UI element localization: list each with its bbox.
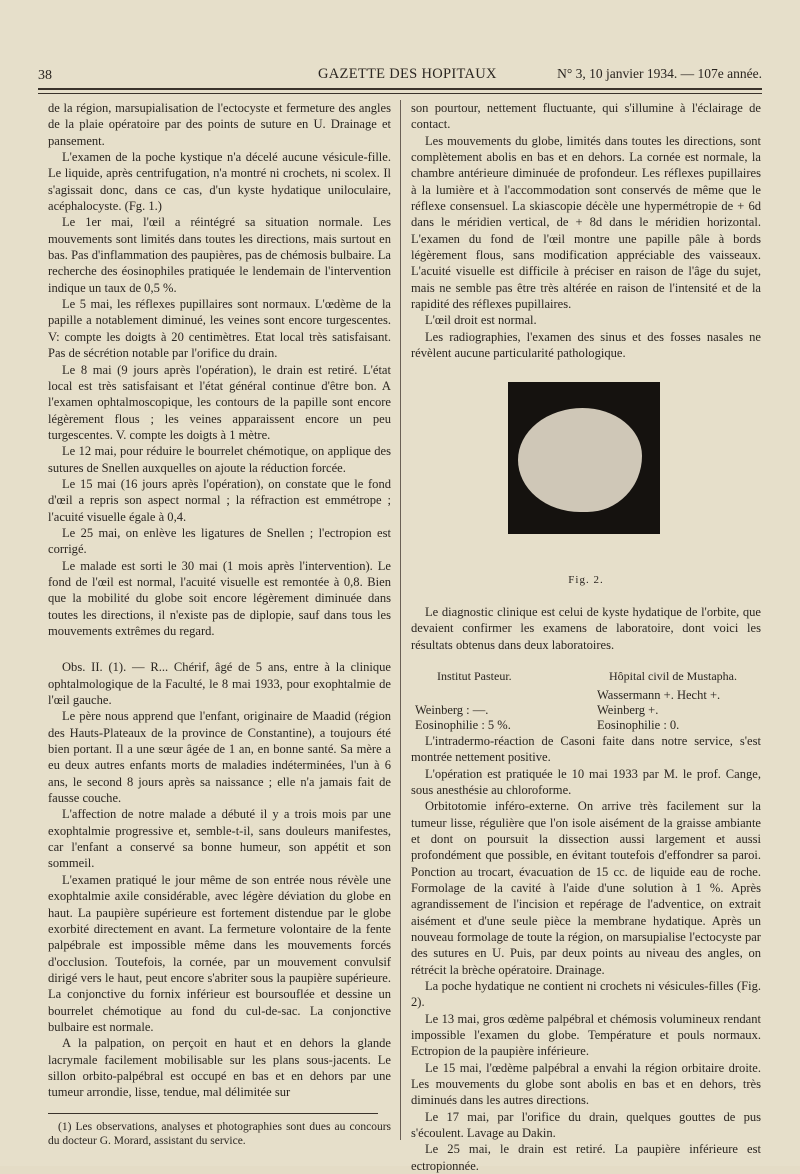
paragraph: La poche hydatique ne contient ni crochets ni vésicules-filles (Fig. 2).	[411, 979, 761, 1010]
header-rule-thin	[38, 93, 762, 94]
paragraph: Orbitotomie inféro-externe. On arrive très facilement sur la tumeur lisse, régulière que l'on isole aisément de la graisse ambiante et dont on poursuit la dissection aussi largement et aussi profondément que possible, en évitant toutefois d'effondrer sa paroi. Ponction au trocart, évacuation de 15 cc. de liquide eau de roche. Formolage de la cavité à l'aide d'une solution à 1 %. Après agrandissement de l'incision et repérage de l'adventice, on extrait aisément et d'une seule pièce la membrane hydatique. Après un nouveau formolage de toute la région, on marsupialise l'ectocyste par des sutures en U. Puis, par deux points au niveau des angles, on rétrécit la brèche opératoire. Drainage.	[411, 799, 761, 977]
paragraph: L'œil droit est normal.	[425, 313, 537, 328]
paragraph: Le 25 mai, on enlève les ligatures de Snellen ; l'ectropion est corrigé.	[48, 525, 391, 557]
lab-results-table	[411, 669, 761, 733]
footnote: (1) Les observations, analyses et photographies sont dues au concours du docteur G. Morard, assistant du service.	[48, 1120, 391, 1147]
lab-line: Eosinophilie : 0.	[597, 717, 680, 732]
lab-column-pasteur	[415, 669, 575, 733]
paragraph: Le 8 mai (9 jours après l'opération), le drain est retiré. L'état local est très satisfaisant et l'état général continue d'être bon. A l'examen ophtalmoscopique, les contours de la papille sont encore légèrement flous ; les veines apparaissent encore un peu turgescentes. V. compte les doigts à 1 mètre.	[48, 362, 391, 442]
paragraph: Le 5 mai, les réflexes pupillaires sont normaux. L'œdème de la papille a notablement diminué, les veines sont encore turgescentes. V: compte les doigts à 20 centimètres. Etat local très satisfaisant. Pas de sécrétion notable par l'orifice du drain.	[48, 297, 391, 361]
paragraph: L'affection de notre malade a débuté il y a trois mois par une exophtalmie progressive et, semble-t-il, sans douleurs manifestes, car l'enfant a conservé sa bonne humeur, son appétit et son sommeil.	[48, 807, 391, 871]
right-column	[411, 100, 761, 1174]
lab-title: Hôpital civil de Mustapha.	[609, 668, 737, 683]
lab-column-mustapha	[597, 669, 767, 733]
hydatid-membrane-image	[518, 408, 642, 512]
section-gap	[48, 639, 391, 649]
column-divider	[400, 100, 401, 1140]
paragraph: Le 25 mai, le drain est retiré. La paupière inférieure est ectropionnée.	[411, 1142, 761, 1173]
issue-info: N° 3, 10 janvier 1934. — 107e année.	[557, 66, 762, 81]
paragraph: Le 15 mai (16 jours après l'opération), on constate que le fond d'œil a repris son aspect normal ; la réfraction est emmétrope ; l'acuité visuelle égale à 0,4.	[48, 476, 391, 524]
paragraph: Le 12 mai, pour réduire le bourrelet chémotique, on applique des sutures de Snellen auxquelles on ajoute la réduction forcée.	[48, 444, 391, 475]
paragraph: Le père nous apprend que l'enfant, originaire de Maadid (région des Hauts-Plateaux de la province de Constantine), a toujours été bien portant. Il a une sœur âgée de 1 an, en bonne santé. Sa mère a eu deux autres enfants morts de maladies indéterminées, l'un à 6 ans, le second 8 jours après sa naissance ; elle n'a jamais fait de fausse couche.	[48, 709, 391, 806]
figure-photograph	[508, 382, 660, 534]
footnote-rule	[48, 1113, 378, 1114]
observation-heading-paragraph: Obs. II. (1). — R... Chérif, âgé de 5 ans, entre à la clinique ophtalmologique de la Faculté, le 8 mai 1933, pour exophtalmie de l'œil gauche.	[48, 660, 391, 708]
paragraph: Les radiographies, l'examen des sinus et des fosses nasales ne révèlent aucune particularité pathologique.	[411, 329, 761, 361]
paragraph: Les mouvements du globe, limités dans toutes les directions, sont complètement abolis en bas et en dehors. La cornée est normale, la chambre antérieure diminuée de profondeur. Les réflexes pupillaires à la lumière et à l'accommodation sont conservés de même que le réflexe consensuel. La skiascopie décèle une hypermétropie de + 6d dans le méridien vertical, de + 8d dans le méridien horizontal. L'examen du fond de l'œil montre une papille pâle à bords légèrement flous, sans modification appréciable des vaisseaux. L'acuité visuelle est difficile à préciser en raison de l'âge du sujet, mais ne semble pas être très altérée en raison de l'intensité et de la rapidité des réflexes pupillaires.	[411, 133, 761, 312]
header-rule	[38, 88, 762, 90]
paragraph: Le 15 mai, l'œdème palpébral a envahi la région orbitaire droite. Les mouvements du globe sont abolis en bas et en dehors, très diminués dans les autres directions.	[411, 1060, 761, 1108]
paragraph: L'examen de la poche kystique n'a décelé aucune vésicule-fille. Le liquide, après centrifugation, n'a montré ni crochets, ni scolex. Il s'agissait donc, dans ce cas, d'un kyste hydatique uniloculaire, acéphalocyste. (Fg. 1.)	[48, 150, 391, 214]
lab-line: Weinberg +.	[597, 702, 659, 717]
paragraph: Le 17 mai, par l'orifice du drain, quelques gouttes de pus s'écoulent. Lavage au Dakin.	[411, 1109, 761, 1141]
paragraph: Le diagnostic clinique est celui de kyste hydatique de l'orbite, que devaient confirmer les examens de laboratoire, dont voici les résultats obtenus dans deux laboratoires.	[411, 604, 761, 652]
paragraph: L'opération est pratiquée le 10 mai 1933 par M. le prof. Cange, sous anesthésie au chloroforme.	[411, 766, 761, 797]
paragraph: L'intradermo-réaction de Casoni faite dans notre service, s'est montrée nettement positive.	[411, 733, 761, 765]
page-header	[38, 58, 762, 88]
page-number: 38	[38, 68, 52, 83]
paragraph: L'examen pratiqué le jour même de son entrée nous révèle une exophtalmie axile considérable, avec légère déviation du globe en haut. La paupière supérieure est fortement distendue par le globe exorbité directement en avant. La fermeture volontaire de la fente palpébrale est impossible même dans les mouvements forcés d'occlusion. Toutefois, la cornée, par un mouvement convulsif dirigé vers le haut, peut encore s'abriter sous la paupière supérieure. La conjonctive du fornix inférieur est boursouflée et dessine un bourrelet chémotique au fond du cul-de-sac. La conjonctive bulbaire est normale.	[48, 872, 391, 1034]
paragraph: son pourtour, nettement fluctuante, qui s'illumine à l'éclairage de contact.	[411, 101, 761, 132]
paragraph: de la région, marsupialisation de l'ectocyste et fermeture des angles de la plaie opératoire par des points de suture en U. Drainage et pansement.	[48, 101, 391, 148]
section-gap	[48, 649, 391, 659]
paragraph: Le 13 mai, gros œdème palpébral et chémosis volumineux rendant impossible l'examen du globe. Température et pouls normaux. Ectropion de la paupière inférieure.	[411, 1011, 761, 1059]
paragraph: Le malade est sorti le 30 mai (1 mois après l'intervention). Le fond de l'œil est normal, l'acuité visuelle est remontée à 0,8. Bien que la mobilité du globe soit encore légèrement diminuée dans toutes les directions, il n'existe pas de diplopie, sauf dans tous les mouvements extrêmes du regard.	[48, 558, 391, 638]
journal-title: GAZETTE DES HOPITAUX	[318, 66, 497, 82]
paragraph: A la palpation, on perçoit en haut et en dehors la glande lacrymale facilement mobilisable sur les plans sous-jacents. Le sillon orbito-palpébral est occupé en bas et en dehors par une tumeur arrondie, lisse, tendue, mal délimitée sur	[48, 1036, 391, 1100]
lab-line: Weinberg : —.	[415, 702, 489, 717]
paragraph: Le 1er mai, l'œil a réintégré sa situation normale. Les mouvements sont limités dans toutes les directions, mais surtout en bas. Pas d'inflammation des paupières, pas de chémosis bulbaire. La recherche des éosinophiles pratiquée le lendemain de l'intervention indique un taux de 0,5 %.	[48, 215, 391, 295]
figure-caption: Fig. 2.	[568, 573, 604, 586]
lab-title: Institut Pasteur.	[437, 668, 512, 683]
left-column	[48, 100, 391, 1148]
lab-line: Eosinophilie : 5 %.	[415, 717, 511, 732]
lab-line: Wassermann +. Hecht +.	[597, 687, 721, 702]
